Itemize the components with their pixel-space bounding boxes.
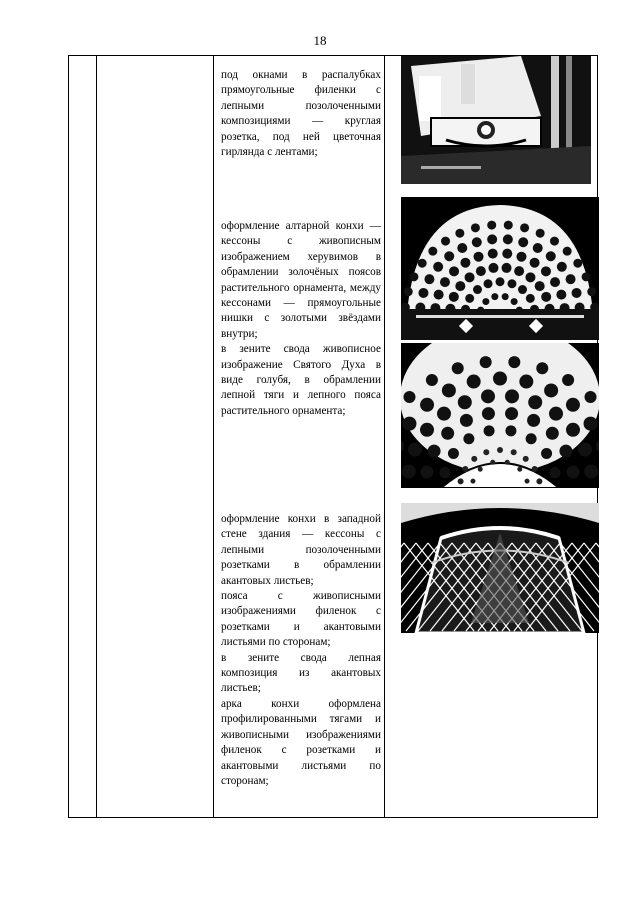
table-cell-description — [221, 68, 381, 160]
table-cell-description — [221, 219, 381, 419]
column-divider — [384, 56, 385, 817]
photo-altar-conch — [401, 197, 599, 340]
column-divider — [213, 56, 214, 817]
description-paragraph: арка конхи оформлена профилированными тягами и живописными изображениями филенок с розетками и акантовыми листьями по сторонам; — [221, 697, 381, 787]
description-paragraph: оформление конхи в западной стене здания — кессоны с лепными позолоченными розетками в обрамлении акантовых листьев; — [221, 513, 381, 587]
photo-west-conch — [401, 503, 599, 633]
description-paragraph: под окнами в распалубках прямоугольные филенки с лепными позолоченными композициями — круглая розетка, под ней цветочная гирлянда с лентами; — [221, 69, 381, 159]
description-paragraph: оформление алтарной конхи — кессоны с живописным изображением херувимов в обрамлении золочёных поясов растительного орнамента, между кессонами — прямоугольные нишки с золотыми звёздами внутри; — [221, 220, 381, 340]
table-cell-description — [221, 512, 381, 789]
page-number: 18 — [313, 33, 327, 48]
photo-window-panels — [401, 56, 591, 184]
document-table — [68, 55, 598, 818]
description-paragraph: пояса с живописными изображениями филенок с розетками и акантовыми листьями по сторонам; — [221, 590, 381, 649]
column-divider — [96, 56, 97, 817]
description-paragraph: в зените свода лепная композиция из акантовых листьев; — [221, 651, 381, 695]
description-paragraph: в зените свода живописное изображение Святого Духа в виде голубя, в обрамлении лепной тяги и лепного пояса растительного орнамента; — [221, 343, 381, 417]
photo-vault-zenith — [401, 343, 599, 488]
